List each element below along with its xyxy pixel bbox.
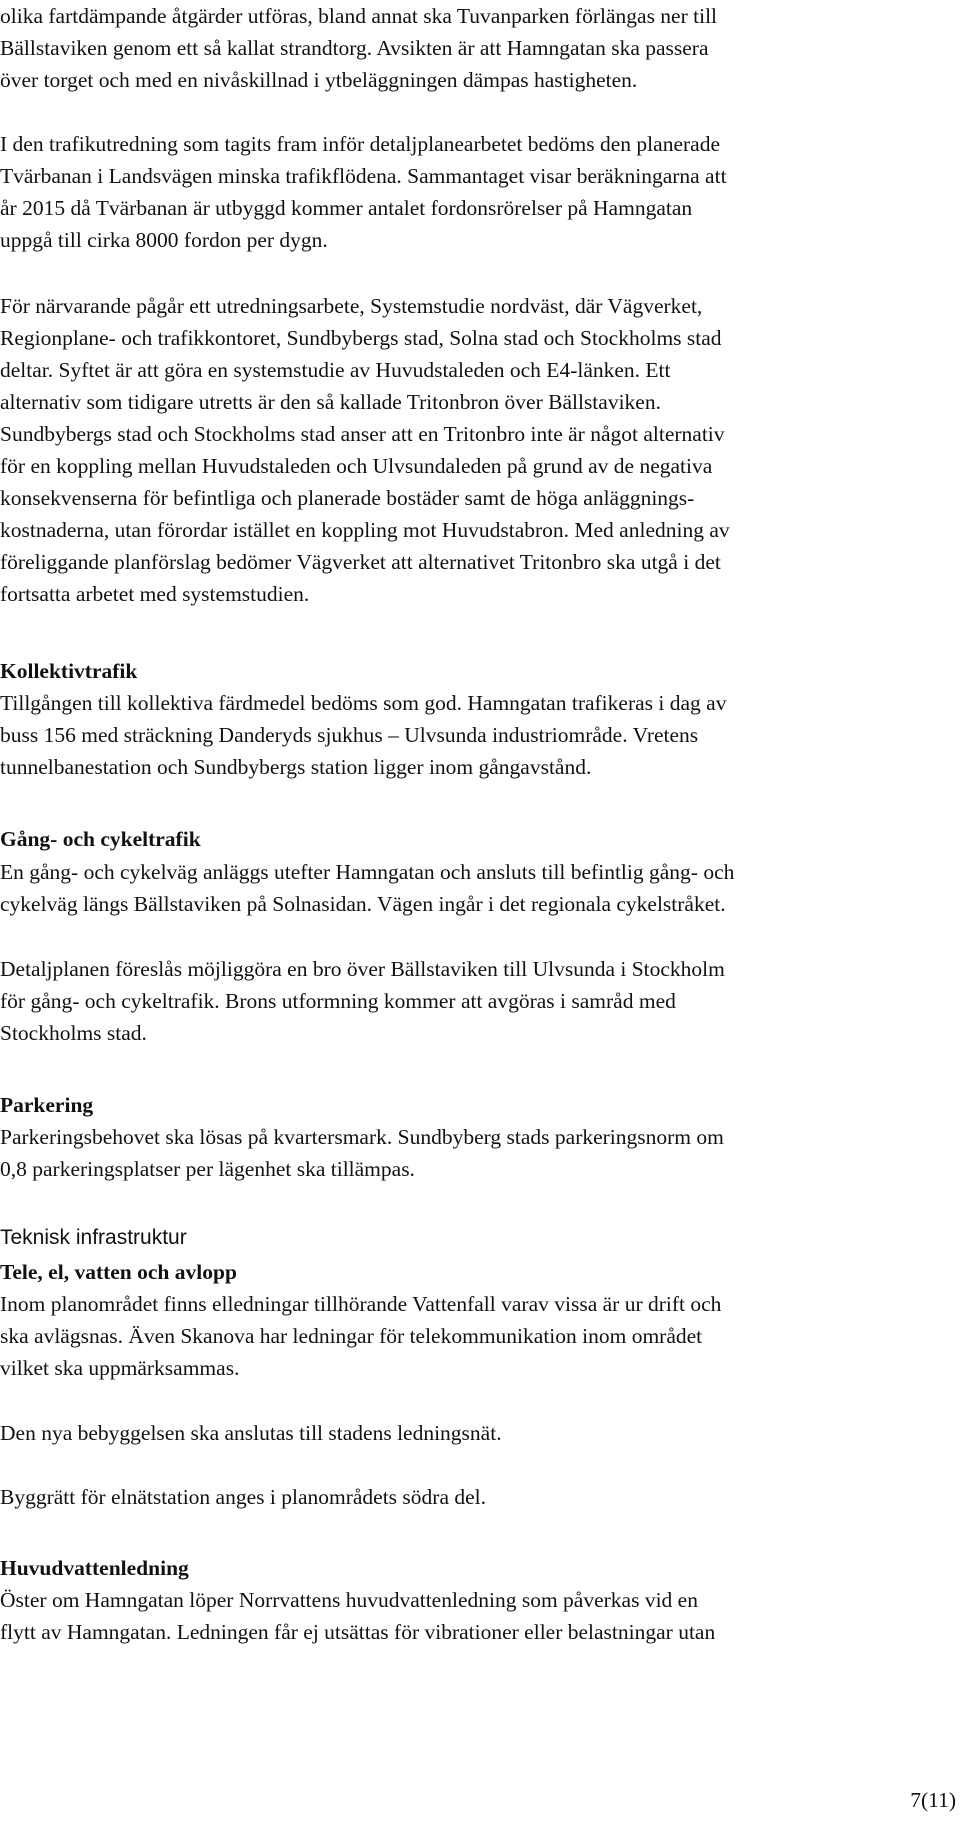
text-line: fortsatta arbetet med systemstudien. <box>0 582 310 606</box>
text-line: konsekvenserna för befintliga och planerade bostäder samt de höga anläggnings- <box>0 486 695 510</box>
text-line: Byggrätt för elnätstation anges i planområdets södra del. <box>0 1485 487 1509</box>
section-heading: Gång- och cykeltrafik <box>0 827 201 851</box>
text-line: Bällstaviken genom ett så kallat strandtorg. Avsikten är att Hamngatan ska passera <box>0 36 709 60</box>
text-line: över torget och med en nivåskillnad i ytbeläggningen dämpas hastigheten. <box>0 68 638 92</box>
chapter-heading: Teknisk infrastruktur <box>0 1226 187 1249</box>
text-line: för en koppling mellan Huvudstaleden och Ulvsundaleden på grund av de negativa <box>0 454 713 478</box>
text-line: buss 156 med sträckning Danderyds sjukhus – Ulvsunda industriområde. Vretens <box>0 723 699 747</box>
text-line: för gång- och cykeltrafik. Brons utformning kommer att avgöras i samråd med <box>0 989 676 1013</box>
text-line: Stockholms stad. <box>0 1021 147 1045</box>
text-line: 0,8 parkeringsplatser per lägenhet ska tillämpas. <box>0 1157 415 1181</box>
text-line: Den nya bebyggelsen ska anslutas till stadens ledningsnät. <box>0 1421 502 1445</box>
text-line: flytt av Hamngatan. Ledningen får ej utsättas för vibrationer eller belastningar utan <box>0 1620 716 1644</box>
text-line: år 2015 då Tvärbanan är utbyggd kommer antalet fordonsrörelser på Hamngatan <box>0 196 693 220</box>
text-line: deltar. Syftet är att göra en systemstudie av Huvudstaleden och E4-länken. Ett <box>0 358 671 382</box>
section-heading: Huvudvattenledning <box>0 1556 189 1580</box>
text-line: olika fartdämpande åtgärder utföras, bland annat ska Tuvanparken förlängas ner till <box>0 4 718 28</box>
section-heading: Parkering <box>0 1093 94 1117</box>
text-line: tunnelbanestation och Sundbybergs station ligger inom gångavstånd. <box>0 755 592 779</box>
section-heading: Tele, el, vatten och avlopp <box>0 1260 237 1284</box>
text-line: alternativ som tidigare utretts är den så kallade Tritonbron över Bällstaviken. <box>0 390 661 414</box>
section-heading: Kollektivtrafik <box>0 659 138 683</box>
text-line: För närvarande pågår ett utredningsarbete, Systemstudie nordväst, där Vägverket, <box>0 294 703 318</box>
text-line: vilket ska uppmärksammas. <box>0 1356 240 1380</box>
text-line: Parkeringsbehovet ska lösas på kvartersmark. Sundbyberg stads parkeringsnorm om <box>0 1125 724 1149</box>
text-line: Regionplane- och trafikkontoret, Sundbybergs stad, Solna stad och Stockholms stad <box>0 326 722 350</box>
text-line: Tillgången till kollektiva färdmedel bedöms som god. Hamngatan trafikeras i dag av <box>0 691 727 715</box>
text-line: ska avlägsnas. Även Skanova har ledningar för telekommunikation inom området <box>0 1324 703 1348</box>
text-line: Öster om Hamngatan löper Norrvattens huvudvattenledning som påverkas vid en <box>0 1588 698 1612</box>
text-line: Tvärbanan i Landsvägen minska trafikflödena. Sammantaget visar beräkningarna att <box>0 164 727 188</box>
text-line: Sundbybergs stad och Stockholms stad anser att en Tritonbro inte är något alternativ <box>0 422 725 446</box>
text-line: kostnaderna, utan förordar istället en koppling mot Huvudstabron. Med anledning av <box>0 518 730 542</box>
text-line: uppgå till cirka 8000 fordon per dygn. <box>0 228 328 252</box>
text-line: föreliggande planförslag bedömer Vägverket att alternativet Tritonbro ska utgå i det <box>0 550 721 574</box>
text-line: En gång- och cykelväg anläggs utefter Hamngatan och ansluts till befintlig gång- och <box>0 860 735 884</box>
text-line: I den trafikutredning som tagits fram inför detaljplanearbetet bedöms den planerade <box>0 132 720 156</box>
text-line: Detaljplanen föreslås möjliggöra en bro över Bällstaviken till Ulvsunda i Stockholm <box>0 957 725 981</box>
text-line: cykelväg längs Bällstaviken på Solnasidan. Vägen ingår i det regionala cykelstråket. <box>0 892 726 916</box>
page-number: 7(11) <box>910 1788 956 1812</box>
text-line: Inom planområdet finns elledningar tillhörande Vattenfall varav vissa är ur drift och <box>0 1292 722 1316</box>
